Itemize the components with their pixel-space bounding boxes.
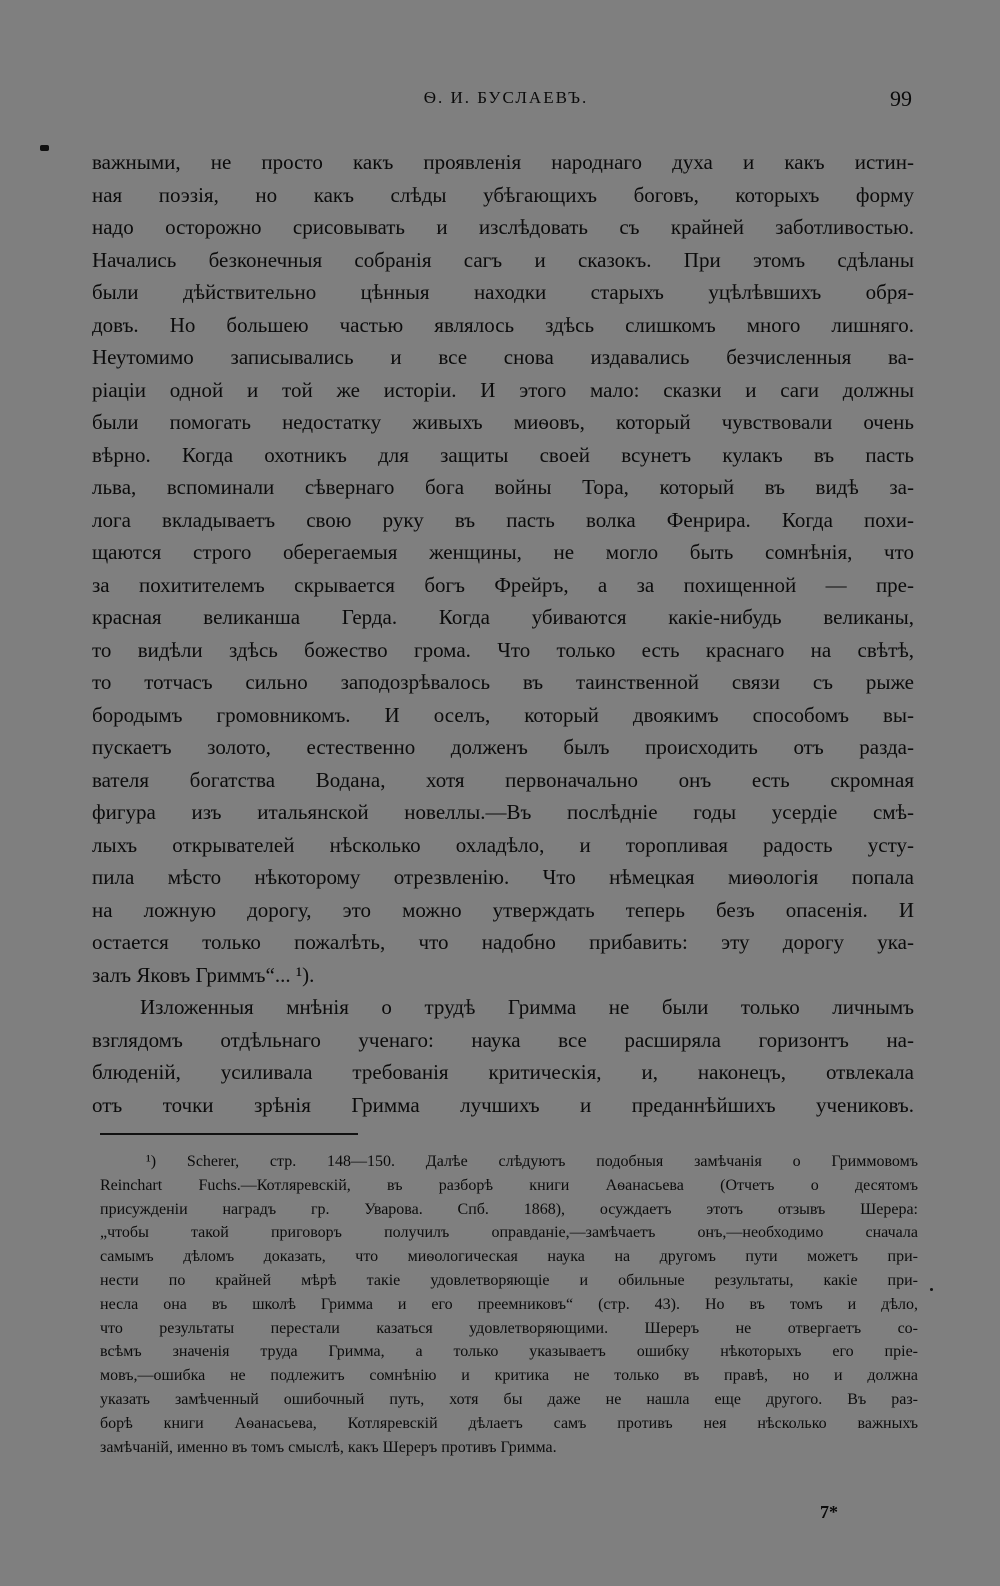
running-title: Ѳ. И. БУСЛАЕВЪ. xyxy=(423,88,589,107)
margin-ink-mark xyxy=(40,145,49,151)
signature-mark: 7* xyxy=(820,1502,838,1522)
text-line: были помогать недостатку живыхъ миѳовъ, который чувствовали очень xyxy=(92,410,914,434)
text-line: пускаетъ золото, естественно долженъ былъ происходить отъ разда- xyxy=(92,735,914,759)
footnotes xyxy=(100,1150,918,1459)
text-line: то тотчасъ сильно заподозрѣвалось въ таинственной связи съ рыже xyxy=(92,670,914,694)
text-line: льва, вспоминали сѣвернаго бога войны Тора, который въ видѣ за- xyxy=(92,475,914,499)
footnote-line: присужденіи наградъ гр. Уварова. Спб. 1868), осуждаетъ этотъ отзывъ Шерера: xyxy=(100,1200,918,1218)
text-line: щаются строго оберегаемыя женщины, не могло быть сомнѣнія, что xyxy=(92,540,914,564)
text-line: лыхъ открывателей нѣсколько охладѣло, и торопливая радость усту- xyxy=(92,832,914,857)
footnote-line: нести по крайней мѣрѣ такіе удовлетворяющіе и обильные результаты, какіе при- xyxy=(100,1271,918,1289)
text-line: за похитителемъ скрывается богъ Фрейръ, а за похищенной — пре- xyxy=(92,572,914,597)
footnote-rule xyxy=(100,1133,358,1135)
main-text xyxy=(92,146,914,1121)
margin-ink-dot xyxy=(930,1288,933,1291)
text-line: ріаціи одной и той же исторіи. И этого мало: сказки и саги должны xyxy=(92,377,914,402)
text-line: Изложенныя мнѣнія о трудѣ Гримма не были только личнымъ xyxy=(140,995,914,1019)
text-line: фигура изъ итальянской новеллы.—Въ послѣдніе годы усердіе смѣ- xyxy=(92,800,914,824)
text-line: остается только пожалѣть, что надобно прибавить: эту дорогу ука- xyxy=(92,930,914,954)
text-line: на ложную дорогу, это можно утверждать теперь безъ опасенія. И xyxy=(92,897,914,922)
footnote-line: замѣчаній, именно въ томъ смыслѣ, какъ Шереръ противъ Гримма. xyxy=(100,1438,557,1456)
text-line: Начались безконечныя собранія сагъ и сказокъ. При этомъ сдѣланы xyxy=(92,247,914,272)
text-line: вѣрно. Когда охотникъ для защиты своей всунетъ кулакъ въ пасть xyxy=(92,442,914,467)
text-line: надо осторожно срисовывать и изслѣдовать съ крайней заботливостью. xyxy=(92,215,914,239)
text-line: залъ Яковъ Гриммъ“... ¹). xyxy=(92,962,315,987)
text-line: блюденій, усиливала требованія критическія, и, наконецъ, отвлекала xyxy=(92,1060,914,1084)
text-line: ная поэзія, но какъ слѣды убѣгающихъ боговъ, которыхъ форму xyxy=(92,182,914,207)
text-line: Неутомимо записывались и все снова издавались безчисленныя ва- xyxy=(92,345,914,369)
text-line: отъ точки зрѣнія Гримма лучшихъ и преданнѣйшихъ учениковъ. xyxy=(92,1092,914,1117)
footnote-line: что результаты перестали казаться удовлетворяющими. Шереръ не отвергаетъ со- xyxy=(100,1319,918,1337)
footnote-line: несла она въ школѣ Гримма и его преемниковъ“ (стр. 43). Но въ томъ и дѣло, xyxy=(100,1295,918,1313)
footnote-line: мовъ,—ошибка не подлежитъ сомнѣнію и критика не только въ правѣ, но и должна xyxy=(100,1367,918,1385)
text-line: вателя богатства Водана, хотя первоначально онъ есть скромная xyxy=(92,767,914,792)
footnote-line: самымъ дѣломъ доказать, что миѳологическая наука на другомъ пути можетъ при- xyxy=(100,1248,918,1266)
page-number: 99 xyxy=(890,86,912,111)
footnote-line: ¹) Scherer, стр. 148—150. Далѣе слѣдуютъ подобныя замѣчанія о Гриммовомъ xyxy=(146,1153,918,1170)
text-line: важными, не просто какъ проявленія народнаго духа и какъ истин- xyxy=(92,150,914,174)
footnote-line: указать замѣченный ошибочный путь, хотя бы даже не нашла еще другого. Въ раз- xyxy=(100,1390,918,1408)
running-head xyxy=(100,86,912,116)
text-line: взглядомъ отдѣльнаго ученаго: наука все расширяла горизонтъ на- xyxy=(92,1027,914,1052)
text-line: пила мѣсто нѣкоторому отрезвленію. Что нѣмецкая миѳологія попала xyxy=(92,865,914,889)
footnote-line: „чтобы такой приговоръ получилъ оправданіе,—замѣчаетъ онъ,—необходимо сначала xyxy=(100,1224,918,1242)
footnote-line: борѣ книги Аѳанасьева, Котляревскій дѣлаетъ самъ противъ нея нѣсколько важныхъ xyxy=(100,1414,918,1432)
text-line: красная великанша Герда. Когда убиваются какіе-нибудь великаны, xyxy=(92,605,914,629)
text-line: лога вкладываетъ свою руку въ пасть волка Фенрира. Когда похи- xyxy=(92,507,914,532)
text-line: были дѣйствительно цѣнныя находки старыхъ уцѣлѣвшихъ обря- xyxy=(92,280,914,304)
text-line: довъ. Но большею частью являлось здѣсь слишкомъ много лишняго. xyxy=(92,312,914,337)
text-line: то видѣли здѣсь божество грома. Что только есть краснаго на свѣтѣ, xyxy=(92,637,914,662)
footnote-line: всѣмъ значенія труда Гримма, а только указываетъ ошибку нѣкоторыхъ его пріе- xyxy=(100,1343,918,1361)
text-line: бородымъ громовникомъ. И оселъ, который двоякимъ способомъ вы- xyxy=(92,702,914,727)
footnote-line: Reinchart Fuchs.—Котляревскій, въ разборѣ книги Аѳанасьева (Отчетъ о десятомъ xyxy=(100,1176,918,1194)
